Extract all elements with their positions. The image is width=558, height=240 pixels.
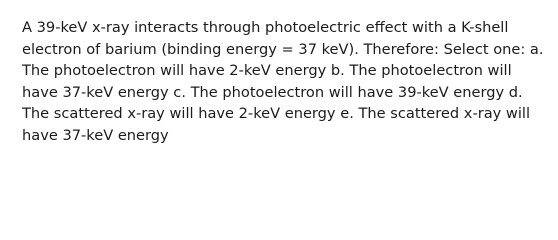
question-text: A 39-keV x-ray interacts through photoelectric effect with a K-shell electron of barium (binding energy = 37 keV). Therefore: Select one: a. The photoelectron will have 2-keV energy b. The photoelectron will have 37-keV energy c. The photoelectron will have 39-keV energy d. The scattered x-ray will have 2-keV energy e. The scattered x-ray will have 37-keV energy [22,19,544,144]
